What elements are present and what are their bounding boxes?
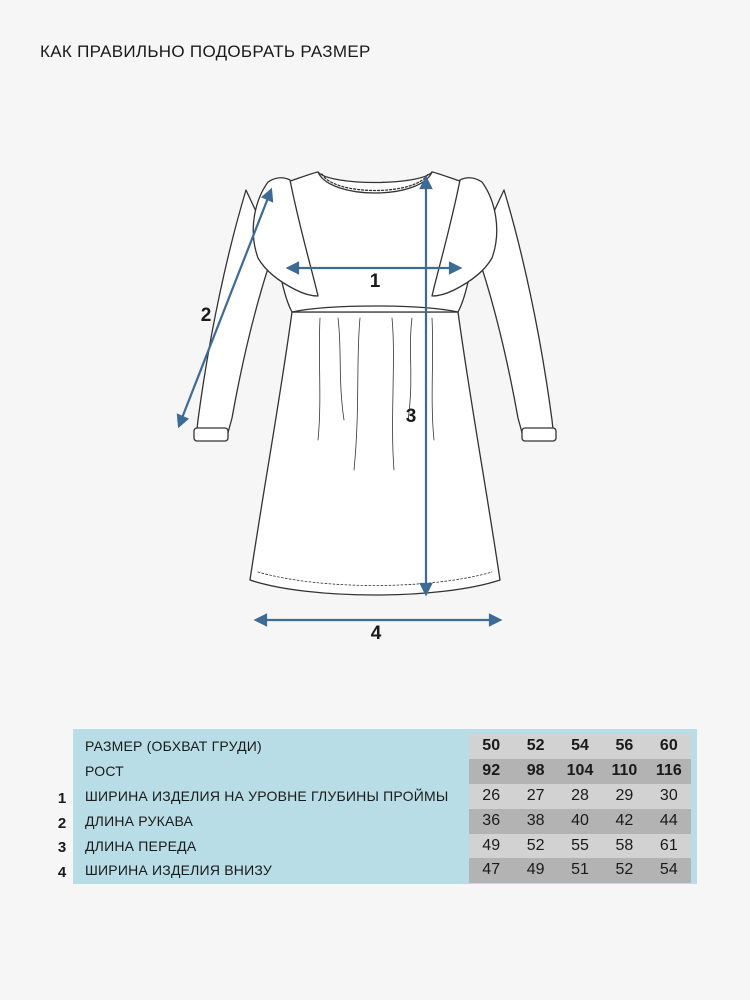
row-number: 3 xyxy=(57,839,67,856)
row-values xyxy=(469,759,691,784)
row-number: 1 xyxy=(57,790,67,807)
table-cell: 29 xyxy=(615,787,634,804)
table-cell: 26 xyxy=(482,787,501,804)
page-title: КАК ПРАВИЛЬНО ПОДОБРАТЬ РАЗМЕР xyxy=(40,42,371,61)
row-label: ШИРИНА ИЗДЕЛИЯ НА УРОВНЕ ГЛУБИНЫ ПРОЙМЫ xyxy=(85,788,449,804)
row-values xyxy=(469,858,691,883)
table-cell: 30 xyxy=(659,787,678,804)
table-cell: 49 xyxy=(482,836,501,854)
size-table xyxy=(73,729,697,884)
measure-3-label: 3 xyxy=(405,406,417,427)
table-cell: 51 xyxy=(571,861,589,878)
row-label: РОСТ xyxy=(85,763,124,779)
row-values xyxy=(469,834,691,859)
table-row xyxy=(73,759,697,784)
table-cell: 49 xyxy=(526,861,545,878)
table-cell: 55 xyxy=(571,836,589,854)
measure-2-label: 2 xyxy=(200,305,212,326)
table-cell: 54 xyxy=(659,861,678,878)
table-row xyxy=(73,784,697,809)
table-cell: 56 xyxy=(615,737,634,754)
row-label: ШИРИНА ИЗДЕЛИЯ ВНИЗУ xyxy=(85,862,272,878)
table-cell: 110 xyxy=(611,762,638,779)
table-cell: 92 xyxy=(482,762,501,779)
row-label: ДЛИНА РУКАВА xyxy=(85,813,194,829)
table-cell: 104 xyxy=(566,762,594,779)
table-cell: 52 xyxy=(615,861,634,878)
measure-4-label: 4 xyxy=(370,623,382,644)
table-cell: 27 xyxy=(526,787,545,804)
table-row xyxy=(73,834,697,859)
table-cell: 54 xyxy=(571,737,589,754)
left-cuff xyxy=(194,428,228,441)
table-cell: 52 xyxy=(526,737,545,754)
table-row xyxy=(73,858,697,883)
table-cell: 116 xyxy=(655,762,682,779)
table-cell: 28 xyxy=(571,787,589,804)
row-label: РАЗМЕР (ОБХВАТ ГРУДИ) xyxy=(85,738,262,754)
row-number: 4 xyxy=(57,863,67,881)
right-cuff xyxy=(522,428,556,441)
table-cell: 47 xyxy=(482,861,501,878)
table-cell: 42 xyxy=(615,812,634,829)
measure-1-label: 1 xyxy=(369,271,381,292)
table-cell: 52 xyxy=(526,836,545,854)
row-number: 2 xyxy=(57,814,67,832)
row-values xyxy=(469,784,691,809)
table-cell: 98 xyxy=(526,762,545,779)
row-numbers xyxy=(52,787,72,885)
skirt xyxy=(250,312,500,595)
table-cell: 60 xyxy=(659,737,678,754)
table-cell: 44 xyxy=(659,812,678,829)
table-cell: 40 xyxy=(571,812,589,829)
table-row xyxy=(73,734,697,759)
table-cell: 38 xyxy=(526,812,545,829)
table-cell: 36 xyxy=(482,812,501,829)
table-row xyxy=(73,809,697,834)
table-cell: 58 xyxy=(615,836,634,854)
table-cell: 50 xyxy=(482,737,501,754)
row-values xyxy=(469,809,691,834)
row-values xyxy=(469,734,691,759)
table-cell: 61 xyxy=(659,836,678,854)
row-label: ДЛИНА ПЕРЕДА xyxy=(85,837,197,854)
